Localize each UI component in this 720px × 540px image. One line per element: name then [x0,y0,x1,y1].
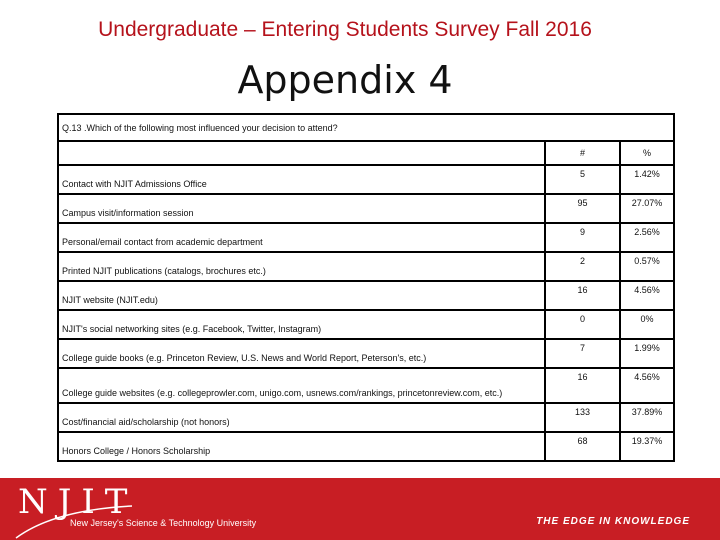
question-cell: Q.13 .Which of the following most influenced your decision to attend? [58,114,674,141]
row-label: Campus visit/information session [58,194,545,223]
row-count: 0 [545,310,620,339]
table-row [58,252,674,281]
row-percent: 4.56% [620,281,674,310]
table-row [58,403,674,432]
row-count: 2 [545,252,620,281]
row-label: Personal/email contact from academic department [58,223,545,252]
row-label: Honors College / Honors Scholarship [58,432,545,461]
slide-title: Undergraduate – Entering Students Survey Fall 2016 [98,18,592,41]
row-percent: 37.89% [620,403,674,432]
row-count: 16 [545,368,620,403]
table-row [58,310,674,339]
row-label: Cost/financial aid/scholarship (not honors) [58,403,545,432]
row-percent: 2.56% [620,223,674,252]
row-percent: 27.07% [620,194,674,223]
header-count: # [545,141,620,165]
slide-subtitle: Appendix 4 [237,58,453,102]
row-percent: 1.42% [620,165,674,194]
header-blank [58,141,545,165]
row-percent: 4.56% [620,368,674,403]
row-label: NJIT website (NJIT.edu) [58,281,545,310]
table-row [58,194,674,223]
row-percent: 19.37% [620,432,674,461]
row-count: 9 [545,223,620,252]
table-row [58,432,674,461]
row-count: 16 [545,281,620,310]
table-row [58,368,674,403]
row-count: 95 [545,194,620,223]
header-percent: % [620,141,674,165]
row-label: Contact with NJIT Admissions Office [58,165,545,194]
table-row [58,165,674,194]
row-label: NJIT's social networking sites (e.g. Facebook, Twitter, Instagram) [58,310,545,339]
tagline: New Jersey's Science & Technology University [70,518,257,528]
row-percent: 1.99% [620,339,674,368]
row-percent: 0.57% [620,252,674,281]
slogan: THE EDGE IN KNOWLEDGE [536,516,690,527]
row-count: 5 [545,165,620,194]
row-count: 133 [545,403,620,432]
row-label: College guide websites (e.g. collegeprowler.com, unigo.com, usnews.com/rankings, princetonreview.com, etc.) [58,368,545,403]
row-label: Printed NJIT publications (catalogs, brochures etc.) [58,252,545,281]
row-percent: 0% [620,310,674,339]
row-label: College guide books (e.g. Princeton Review, U.S. News and World Report, Peterson's, etc.) [58,339,545,368]
row-count: 68 [545,432,620,461]
row-count: 7 [545,339,620,368]
footer-banner [0,478,720,540]
table-row [58,223,674,252]
survey-table [57,113,675,462]
table-row [58,339,674,368]
table-row [58,281,674,310]
njit-logo: NJIT [18,482,138,522]
